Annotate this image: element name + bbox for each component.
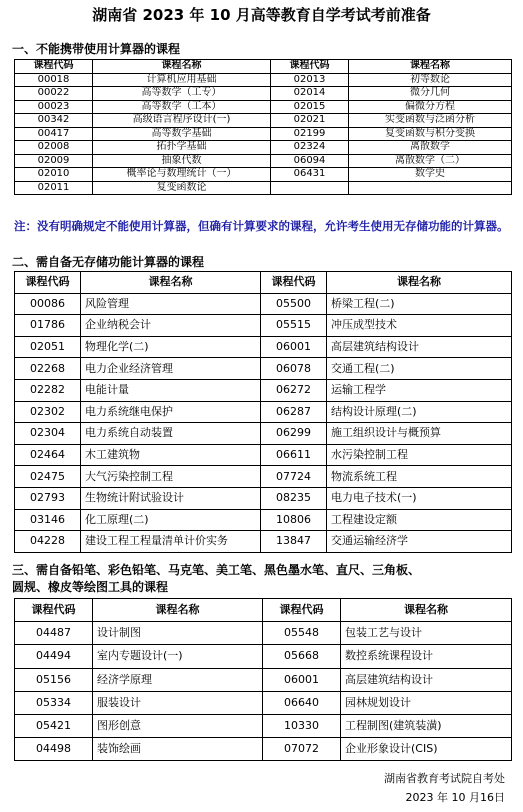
course-name-cell: 木工建筑物 [81, 444, 261, 466]
course-code-cell: 06299 [261, 423, 327, 445]
course-code-cell: 06272 [261, 379, 327, 401]
course-code-cell: 04498 [15, 738, 93, 761]
course-code-cell: 07072 [263, 738, 341, 761]
column-header: 课程名称 [341, 599, 512, 622]
course-name-cell: 高等数学基础 [93, 127, 271, 141]
section1-table [14, 59, 512, 195]
course-code-cell: 05421 [15, 714, 93, 737]
course-name-cell: 企业形象设计(CIS) [341, 738, 512, 761]
section3-heading-line1: 三、需自备铅笔、彩色铅笔、马克笔、美工笔、黑色墨水笔、直尺、三角板、 [12, 563, 421, 577]
course-name-cell: 抽象代数 [93, 154, 271, 168]
table-row [15, 714, 512, 737]
course-code-cell: 07724 [261, 466, 327, 488]
course-name-cell: 离散数学（二） [349, 154, 512, 168]
course-code-cell: 02793 [15, 487, 81, 509]
table-row [15, 645, 512, 668]
table-row [15, 466, 512, 488]
course-code-cell: 02268 [15, 358, 81, 380]
course-code-cell: 06611 [261, 444, 327, 466]
course-code-cell: 06001 [261, 336, 327, 358]
course-name-cell: 企业纳税会计 [81, 315, 261, 337]
column-header: 课程名称 [93, 599, 263, 622]
table-row [15, 100, 512, 114]
table-row [15, 738, 512, 761]
table-row [15, 487, 512, 509]
course-code-cell: 02010 [15, 168, 93, 182]
course-code-cell: 02282 [15, 379, 81, 401]
course-name-cell: 电能计量 [81, 379, 261, 401]
section2-heading: 二、需自备无存储功能计算器的课程 [12, 255, 205, 269]
calculator-note: 注：没有明确规定不能使用计算器，但确有计算要求的课程，允许考生使用无存储功能的计算器。 [14, 219, 509, 233]
course-name-cell: 拓扑学基础 [93, 141, 271, 155]
course-code-cell: 02304 [15, 423, 81, 445]
course-name-cell: 风险管理 [81, 293, 261, 315]
course-name-cell: 电力企业经济管理 [81, 358, 261, 380]
table-row [15, 336, 512, 358]
course-name-cell: 高层建筑结构设计 [341, 668, 512, 691]
course-name-cell: 经济学原理 [93, 668, 263, 691]
course-name-cell: 高级语言程序设计(一) [93, 114, 271, 128]
column-header: 课程名称 [93, 60, 271, 74]
column-header: 课程名称 [327, 272, 512, 294]
course-name-cell: 结构设计原理(二) [327, 401, 512, 423]
course-name-cell: 施工组织设计与概预算 [327, 423, 512, 445]
course-code-cell: 00086 [15, 293, 81, 315]
table-row [15, 168, 512, 182]
course-code-cell: 06001 [263, 668, 341, 691]
course-code-cell: 04494 [15, 645, 93, 668]
table-row [15, 379, 512, 401]
course-code-cell: 10806 [261, 509, 327, 531]
course-name-cell: 室内专题设计(一) [93, 645, 263, 668]
course-code-cell: 05668 [263, 645, 341, 668]
course-name-cell: 工程建设定额 [327, 509, 512, 531]
table-row [15, 154, 512, 168]
course-name-cell: 电力电子技术(一) [327, 487, 512, 509]
table-row [15, 444, 512, 466]
course-code-cell: 00022 [15, 87, 93, 101]
course-name-cell: 电力系统继电保护 [81, 401, 261, 423]
course-code-cell: 04228 [15, 531, 81, 553]
table-row [15, 181, 512, 195]
course-name-cell: 生物统计附试验设计 [81, 487, 261, 509]
course-code-cell: 03146 [15, 509, 81, 531]
course-name-cell: 运输工程学 [327, 379, 512, 401]
course-code-cell: 00023 [15, 100, 93, 114]
course-name-cell: 大气污染控制工程 [81, 466, 261, 488]
course-code-cell: 06431 [271, 168, 349, 182]
course-code-cell: 06078 [261, 358, 327, 380]
course-name-cell: 高层建筑结构设计 [327, 336, 512, 358]
course-code-cell: 02013 [271, 73, 349, 87]
course-code-cell: 05500 [261, 293, 327, 315]
table-row [15, 293, 512, 315]
course-code-cell: 00342 [15, 114, 93, 128]
course-code-cell: 02021 [271, 114, 349, 128]
table-row [15, 127, 512, 141]
section2-table [14, 271, 512, 553]
course-name-cell: 包装工艺与设计 [341, 622, 512, 645]
table-row [15, 668, 512, 691]
course-name-cell: 偏微分方程 [349, 100, 512, 114]
course-name-cell: 高等数学（工本） [93, 100, 271, 114]
course-name-cell: 复变函数论 [93, 181, 271, 195]
course-name-cell: 物理化学(二) [81, 336, 261, 358]
course-name-cell [349, 181, 512, 195]
column-header: 课程代码 [15, 272, 81, 294]
course-code-cell: 10330 [263, 714, 341, 737]
course-code-cell: 02008 [15, 141, 93, 155]
course-code-cell: 06094 [271, 154, 349, 168]
table-row [15, 87, 512, 101]
column-header: 课程名称 [81, 272, 261, 294]
table-row [15, 114, 512, 128]
course-code-cell: 05156 [15, 668, 93, 691]
course-code-cell: 05515 [261, 315, 327, 337]
course-name-cell: 水污染控制工程 [327, 444, 512, 466]
course-name-cell: 桥梁工程(二) [327, 293, 512, 315]
course-code-cell: 06640 [263, 691, 341, 714]
course-name-cell: 装饰绘画 [93, 738, 263, 761]
column-header: 课程代码 [263, 599, 341, 622]
course-name-cell: 交通运输经济学 [327, 531, 512, 553]
section3-table [14, 598, 512, 761]
course-code-cell: 06287 [261, 401, 327, 423]
section3-heading-line2: 圆规、橡皮等绘图工具的课程 [12, 580, 169, 594]
course-name-cell: 高等数学（工专） [93, 87, 271, 101]
course-code-cell: 02464 [15, 444, 81, 466]
course-name-cell: 建设工程工程量清单计价实务 [81, 531, 261, 553]
course-name-cell: 电力系统自动装置 [81, 423, 261, 445]
table-header-row [15, 599, 512, 622]
course-name-cell: 离散数学 [349, 141, 512, 155]
course-name-cell: 微分几何 [349, 87, 512, 101]
course-code-cell: 05548 [263, 622, 341, 645]
signature-org: 湖南省教育考试院自考处 [384, 772, 505, 785]
course-code-cell: 00018 [15, 73, 93, 87]
course-code-cell: 02011 [15, 181, 93, 195]
section1-heading: 一、不能携带使用计算器的课程 [12, 42, 181, 56]
table-row [15, 315, 512, 337]
table-row [15, 423, 512, 445]
table-row [15, 358, 512, 380]
course-code-cell: 02302 [15, 401, 81, 423]
course-name-cell: 物流系统工程 [327, 466, 512, 488]
course-name-cell: 图形创意 [93, 714, 263, 737]
course-code-cell: 02015 [271, 100, 349, 114]
course-name-cell: 初等数论 [349, 73, 512, 87]
course-name-cell: 化工原理(二) [81, 509, 261, 531]
course-code-cell: 02475 [15, 466, 81, 488]
column-header: 课程代码 [271, 60, 349, 74]
course-name-cell: 冲压成型技术 [327, 315, 512, 337]
course-name-cell: 交通工程(二) [327, 358, 512, 380]
course-name-cell: 工程制图(建筑装潢) [341, 714, 512, 737]
course-code-cell: 02014 [271, 87, 349, 101]
course-code-cell: 02051 [15, 336, 81, 358]
table-row [15, 622, 512, 645]
course-name-cell: 设计制图 [93, 622, 263, 645]
course-code-cell: 00417 [15, 127, 93, 141]
table-row [15, 401, 512, 423]
course-name-cell: 数学史 [349, 168, 512, 182]
course-name-cell: 计算机应用基础 [93, 73, 271, 87]
table-header-row [15, 60, 512, 74]
course-code-cell: 02324 [271, 141, 349, 155]
column-header: 课程代码 [15, 599, 93, 622]
course-name-cell: 园林规划设计 [341, 691, 512, 714]
table-row [15, 531, 512, 553]
course-code-cell: 04487 [15, 622, 93, 645]
page-title: 湖南省 2023 年 10 月高等教育自学考试考前准备 [92, 6, 431, 24]
course-code-cell: 02199 [271, 127, 349, 141]
course-name-cell: 数控系统课程设计 [341, 645, 512, 668]
course-code-cell: 02009 [15, 154, 93, 168]
column-header: 课程代码 [261, 272, 327, 294]
course-name-cell: 服装设计 [93, 691, 263, 714]
table-row [15, 141, 512, 155]
table-row [15, 509, 512, 531]
course-code-cell: 08235 [261, 487, 327, 509]
course-code-cell: 01786 [15, 315, 81, 337]
column-header: 课程名称 [349, 60, 512, 74]
column-header: 课程代码 [15, 60, 93, 74]
course-name-cell: 实变函数与泛函分析 [349, 114, 512, 128]
table-header-row [15, 272, 512, 294]
course-name-cell: 概率论与数理统计（一） [93, 168, 271, 182]
course-code-cell [271, 181, 349, 195]
course-name-cell: 复变函数与积分变换 [349, 127, 512, 141]
table-row [15, 691, 512, 714]
course-code-cell: 05334 [15, 691, 93, 714]
signature-date: 2023 年 10 月16日 [405, 791, 505, 804]
table-row [15, 73, 512, 87]
course-code-cell: 13847 [261, 531, 327, 553]
